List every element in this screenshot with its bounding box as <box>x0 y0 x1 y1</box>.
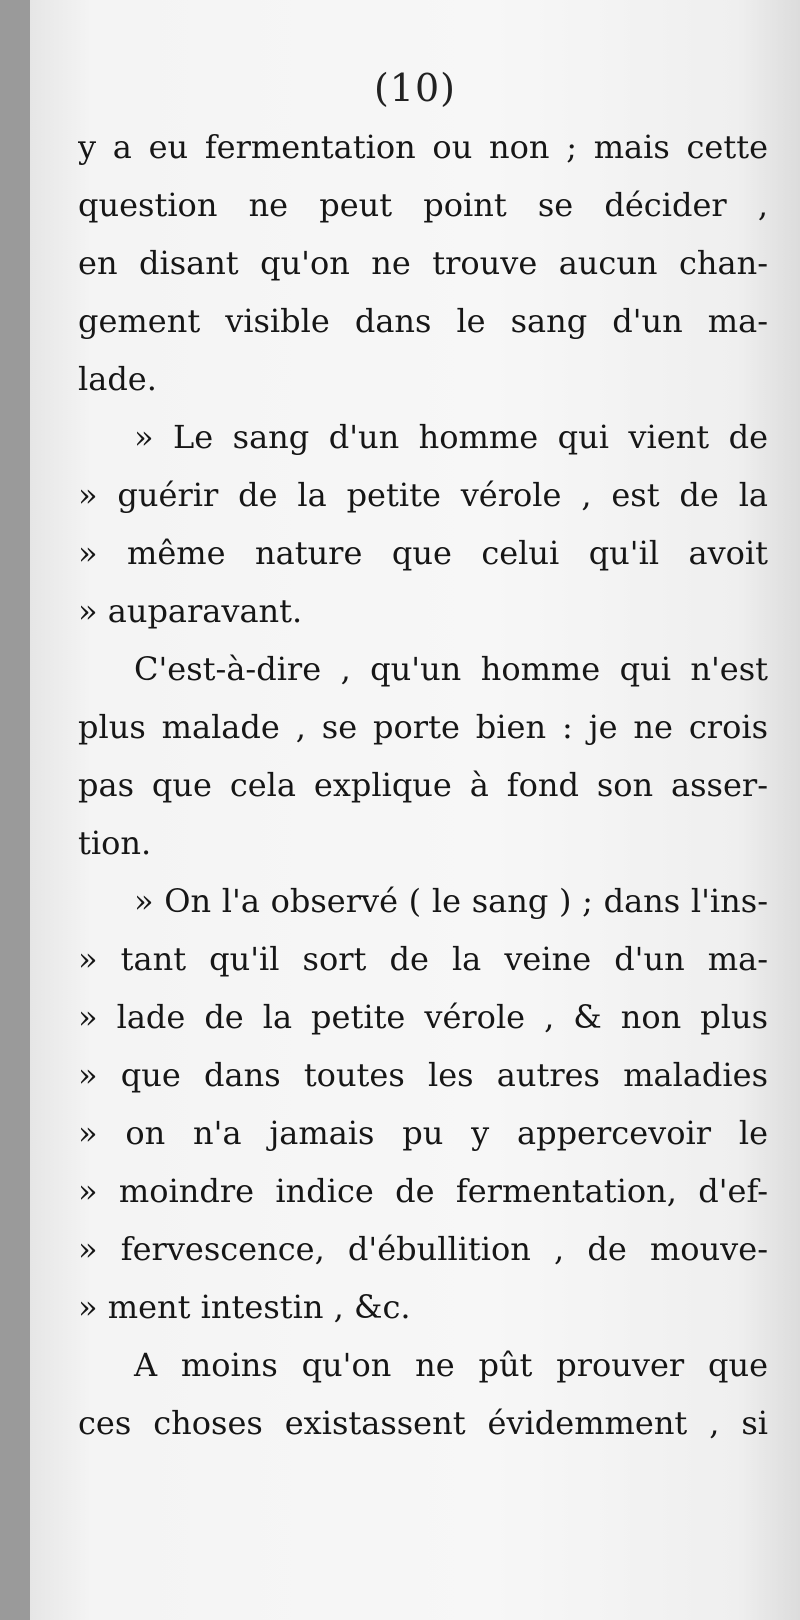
text-line: » On l'a observé ( le sang ) ; dans l'ins- <box>134 882 768 920</box>
text-line: lade. <box>78 360 157 398</box>
text-line: plus malade , se porte bien : je ne crois <box>78 708 768 746</box>
book-page <box>30 0 800 1620</box>
text-line: » que dans toutes les autres maladies <box>78 1056 768 1094</box>
text-line: » Le sang d'un homme qui vient de <box>134 418 768 456</box>
text-line: » lade de la petite vérole , & non plus <box>78 998 768 1036</box>
text-line: » ment intestin , &c. <box>78 1288 411 1326</box>
text-line: » même nature que celui qu'il avoit <box>78 534 768 572</box>
text-line: » fervescence, d'ébullition , de mouve- <box>78 1230 768 1268</box>
body-text <box>78 118 768 1452</box>
page-number: (10) <box>373 66 456 110</box>
text-line: y a eu fermentation ou non ; mais cette <box>78 128 768 166</box>
text-line: » guérir de la petite vérole , est de la <box>78 476 768 514</box>
text-line: pas que cela explique à fond son asser- <box>78 766 768 804</box>
text-line: » moindre indice de fermentation, d'ef- <box>78 1172 768 1210</box>
text-line: tion. <box>78 824 152 862</box>
text-line: » on n'a jamais pu y appercevoir le <box>78 1114 768 1152</box>
text-line: » tant qu'il sort de la veine d'un ma- <box>78 940 768 978</box>
text-line: question ne peut point se décider , <box>78 186 768 224</box>
text-line: gement visible dans le sang d'un ma- <box>78 302 768 340</box>
text-line: en disant qu'on ne trouve aucun chan- <box>78 244 768 282</box>
text-line: C'est-à-dire , qu'un homme qui n'est <box>134 650 768 688</box>
text-line: ces choses existassent évidemment , si <box>78 1404 768 1442</box>
text-line: A moins qu'on ne pût prouver que <box>134 1346 768 1384</box>
text-line: » auparavant. <box>78 592 303 630</box>
